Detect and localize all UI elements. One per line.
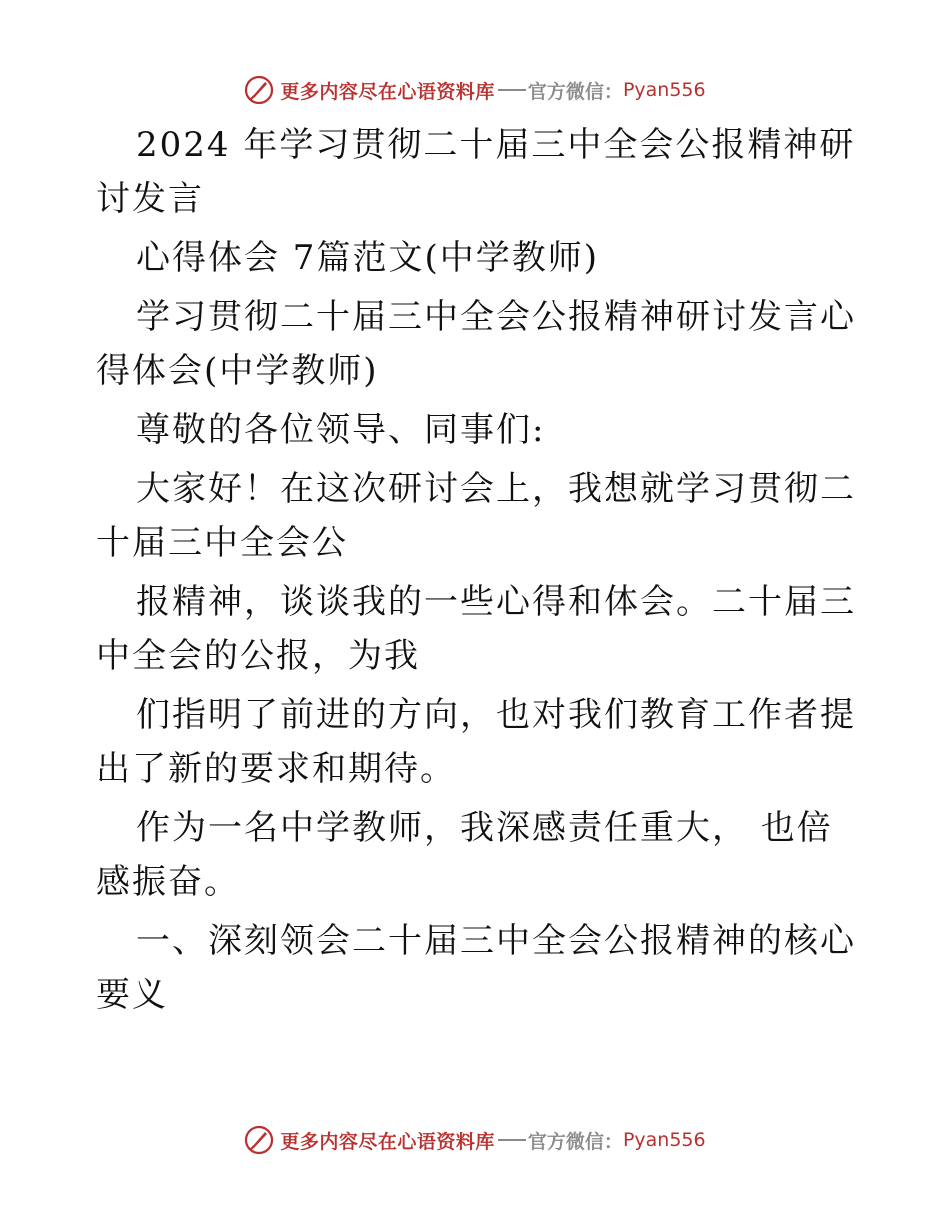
header-sub: 官方微信： (527, 80, 623, 103)
doc-title: 2024 年学习贯彻二十届三中全会公报精神研讨发言 (96, 125, 856, 219)
body-paragraph: 报精神，谈谈我的一些心得和体会。二十届三中全会的公报，为我 (96, 582, 856, 676)
quill-pen-icon (244, 75, 274, 105)
section-heading-1: 一、深刻领会二十届三中全会公报精神的核心要义 (96, 921, 856, 1015)
section-heading: 学习贯彻二十届三中全会公报精神研讨发言心得体会(中学教师) (96, 297, 856, 391)
body-paragraph: 大家好！在这次研讨会上，我想就学习贯彻二十届三中全会公 (96, 469, 856, 563)
body-paragraph: 们指明了前进的方向，也对我们教育工作者提出了新的要求和期待。 (96, 695, 856, 789)
salutation: 尊敬的各位领导、同事们: (136, 410, 546, 450)
footer-watermark (0, 1120, 950, 1160)
header-id: Pyan556 (622, 79, 706, 101)
header-watermark (0, 70, 950, 110)
body-paragraph: 作为一名中学教师，我深感责任重大， 也倍感振奋。 (96, 808, 833, 902)
footer-dash (498, 1139, 526, 1141)
footer-id: Pyan556 (622, 1129, 706, 1151)
header-dash (498, 89, 526, 91)
doc-subtitle: 心得体会 7篇范文(中学教师) (136, 238, 599, 278)
quill-pen-icon (244, 1125, 274, 1155)
header-brand: 更多内容尽在心语资料库 (280, 80, 495, 103)
footer-sub: 官方微信： (527, 1130, 623, 1153)
document-body (96, 118, 856, 1027)
footer-brand: 更多内容尽在心语资料库 (280, 1130, 495, 1153)
